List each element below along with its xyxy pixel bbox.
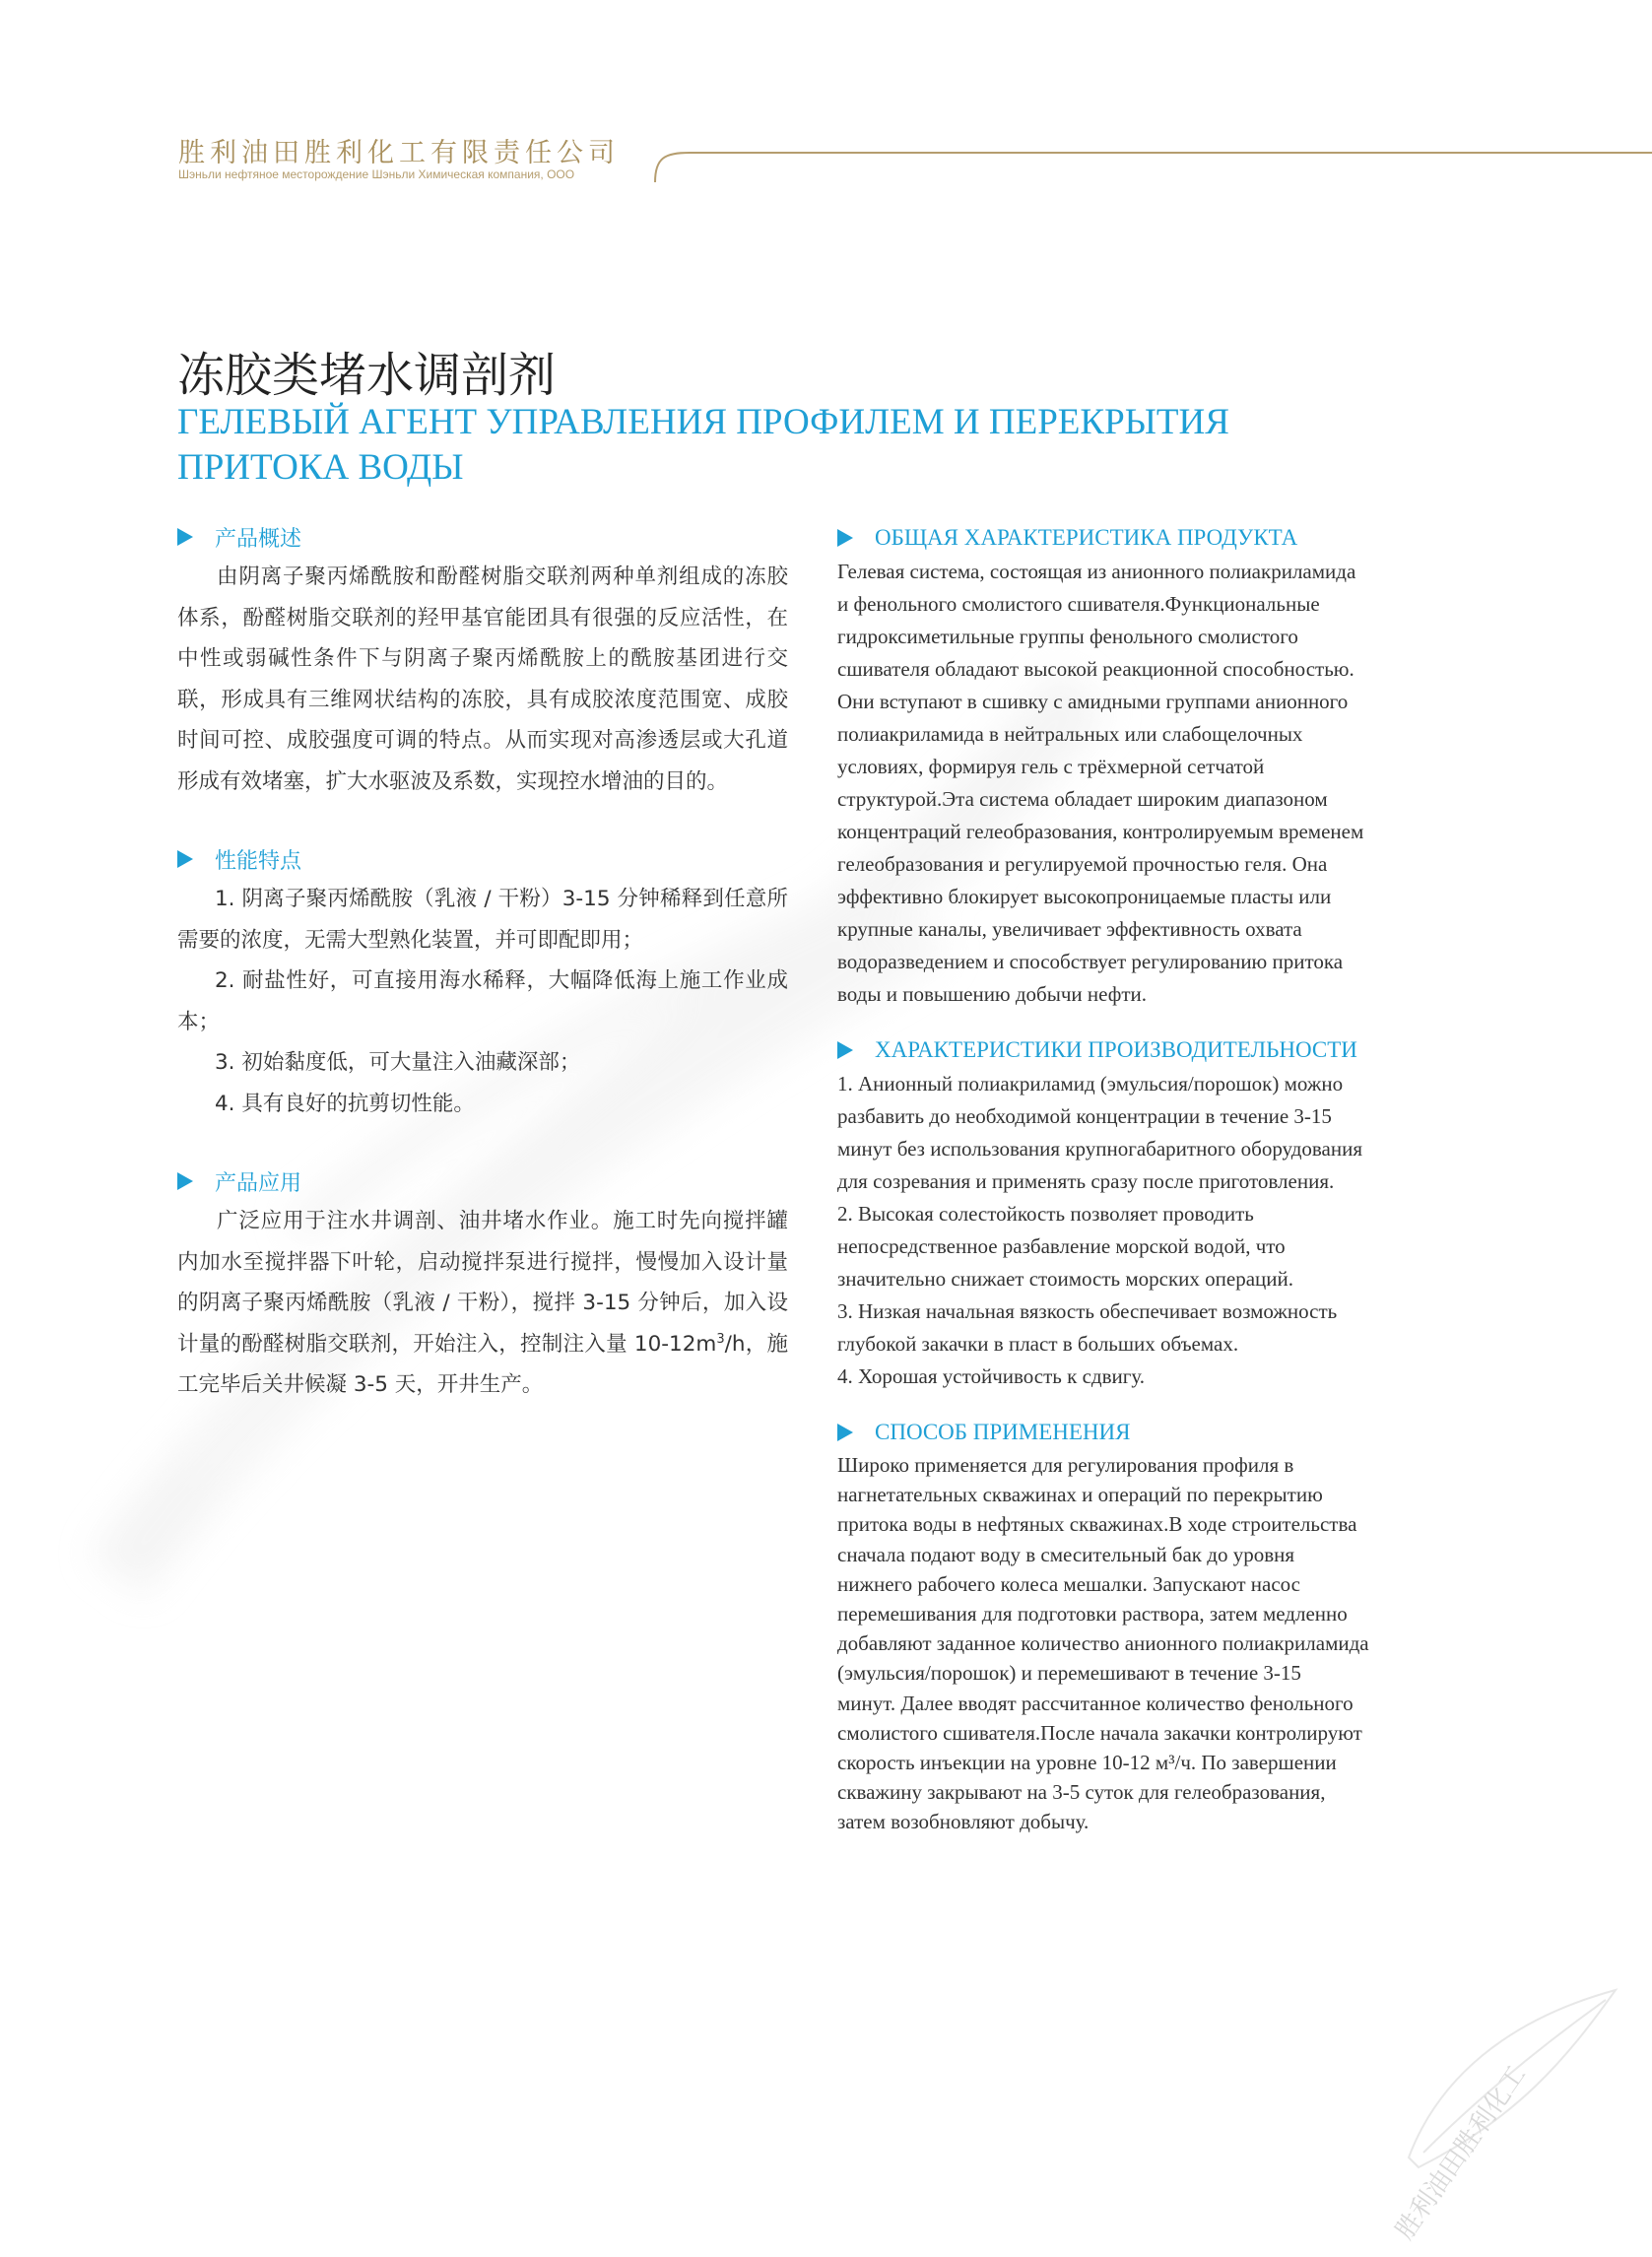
application-text-part1: 广泛应用于注水井调剖、油井堵水作业。施工时先向搅拌罐内加水至搅拌器下叶轮，启动搅拌泵进行搅拌，慢慢加入设计量的阴离子聚丙烯酰胺（乳液 / 干粉），搅拌 3-15 分钟后，加入设计量的酚醛树脂交联剂，开始注入，控制注入量 10-12m <box>177 1209 788 1357</box>
text-line: смолистого сшивателя.После начала закачки контролируют <box>837 1720 1362 1745</box>
section-heading-label: ХАРАКТЕРИСТИКИ ПРОИЗВОДИТЕЛЬНОСТИ <box>875 1037 1357 1062</box>
text-line: структурой.Эта система обладает широким диапазоном <box>837 787 1328 811</box>
section-heading-features-ru <box>837 1032 1468 1068</box>
text-line: нижнего рабочего колеса мешалки. Запускают насос <box>837 1571 1300 1596</box>
text-line: перемешивания для подготовки раствора, затем медленно <box>837 1602 1348 1626</box>
text-line: минут без использования крупногабаритного оборудования <box>837 1137 1363 1161</box>
text-line: скорость инъекции на уровне 10-12 м³/ч. По завершении <box>837 1751 1337 1775</box>
text-line: концентраций гелеобразования, контролируемым временем <box>837 820 1364 843</box>
features-text-ru <box>837 1068 1468 1393</box>
text-line: и фенольного смолистого сшивателя.Функциональные <box>837 592 1320 616</box>
text-line: глубокой закачки в пласт в больших объемах. <box>837 1332 1239 1356</box>
application-text-ru <box>837 1450 1468 1837</box>
application-text-part2: /h，施工完毕后关井候凝 3-5 天，开井生产。 <box>177 1331 788 1397</box>
text-line: 2. Высокая солестойкость позволяет проводить <box>837 1202 1254 1226</box>
text-line: нагнетательных скважинах и операций по перекрытию <box>837 1483 1323 1507</box>
text-line: затем возобновляют добычу. <box>837 1810 1090 1834</box>
page-title-cn: 冻胶类堵水调剖剂 <box>177 348 557 403</box>
page-title-ru-line1: ГЕЛЕВЫЙ АГЕНТ УПРАВЛЕНИЯ ПРОФИЛЕМ И ПЕРЕКРЫТИЯ <box>177 402 1229 442</box>
overview-text-cn: 由阴离子聚丙烯酰胺和酚醛树脂交联剂两种单剂组成的冻胶体系，酚醛树脂交联剂的羟甲基官能团具有很强的反应活性，在中性或弱碱性条件下与阴离子聚丙烯酰胺上的酰胺基团进行交联，形成具有三维网状结构的冻胶，具有成胶浓度范围宽、成胶时间可控、成胶强度可调的特点。从而实现对高渗透层或大孔道形成有效堵塞，扩大水驱波及系数，实现控水增油的目的。 <box>177 564 788 794</box>
text-line: для созревания и применять сразу после приготовления. <box>837 1169 1335 1193</box>
text-line: (эмульсия/порошок) и перемешивают в течение 3-15 <box>837 1661 1301 1686</box>
company-name-ru: Шэньли нефтяное месторождение Шэньли Химическая компания, ООО <box>178 167 575 181</box>
feature-item-cn: 2. 耐盐性好，可直接用海水稀释，大幅降低海上施工作业成本； <box>177 968 788 1034</box>
section-heading-label: 产品应用 <box>215 1170 302 1196</box>
feature-item-cn: 1. 阴离子聚丙烯酰胺（乳液 / 干粉）3-15 分钟稀释到任意所需要的浓度，无需大型熟化装置，并可即配即用； <box>177 887 788 953</box>
text-line: условиях, формируя гель с трёхмерной сетчатой <box>837 755 1265 778</box>
text-line: разбавить до необходимой концентрации в течение 3-15 <box>837 1104 1332 1128</box>
section-heading-features-cn <box>177 839 788 879</box>
page-title-ru-line2: ПРИТОКА ВОДЫ <box>177 447 464 488</box>
triangle-bullet-icon <box>837 1424 853 1441</box>
section-heading-application-ru <box>837 1415 1468 1450</box>
text-line: минут. Далее вводят рассчитанное количество фенольного <box>837 1691 1354 1715</box>
triangle-bullet-icon <box>837 529 853 547</box>
section-heading-label: 产品概述 <box>215 526 302 552</box>
text-line: Гелевая система, состоящая из анионного полиакриламида <box>837 560 1356 583</box>
text-line: непосредственное разбавление морской водой, что <box>837 1234 1286 1258</box>
section-heading-application-cn <box>177 1162 788 1201</box>
text-line: гидроксиметильные группы фенольного смолистого <box>837 625 1298 648</box>
text-line: сшивателя обладают высокой реакционной способностью. <box>837 657 1355 681</box>
text-line: 1. Анионный полиакриламид (эмульсия/порошок) можно <box>837 1072 1344 1095</box>
overview-text-ru <box>837 556 1468 1011</box>
text-line: крупные каналы, увеличивает эффективность охвата <box>837 917 1302 941</box>
chinese-column <box>177 517 788 1406</box>
feature-item-cn: 3. 初始黏度低，可大量注入油藏深部； <box>215 1050 581 1075</box>
section-heading-overview-cn <box>177 517 788 557</box>
application-text-cn <box>177 1201 788 1406</box>
company-watermark-logo <box>1379 1970 1625 2246</box>
triangle-bullet-icon <box>177 1172 193 1190</box>
watermark-text: 胜利油田胜利化工 <box>1390 2060 1533 2246</box>
text-line: полиакриламида в нейтральных или слабощелочных <box>837 722 1303 746</box>
header-divider-line <box>645 128 1652 187</box>
section-heading-overview-ru <box>837 520 1468 556</box>
superscript-three: 3 <box>716 1331 725 1347</box>
text-line: скважину закрывают на 3-5 суток для гелеобразования, <box>837 1780 1326 1805</box>
text-line: гелеобразования и регулируемой прочностью геля. Она <box>837 852 1328 876</box>
text-line: Они вступают в сшивку с амидными группами анионного <box>837 690 1349 713</box>
feature-item-cn: 4. 具有良好的抗剪切性能。 <box>215 1091 475 1116</box>
text-line: Широко применяется для регулирования профиля в <box>837 1453 1294 1477</box>
company-name-cn: 胜利油田胜利化工有限责任公司 <box>178 138 620 168</box>
text-line: водоразведением и способствует регулированию притока <box>837 950 1344 973</box>
text-line: воды и повышению добычи нефти. <box>837 982 1147 1006</box>
text-line: значительно снижает стоимость морских операций. <box>837 1267 1293 1291</box>
text-line: сначала подают воду в смесительный бак до уровня <box>837 1542 1295 1566</box>
text-line: 3. Низкая начальная вязкость обеспечивает возможность <box>837 1299 1338 1323</box>
text-line: добавляют заданное количество анионного полиакриламида <box>837 1631 1369 1656</box>
russian-column <box>837 520 1468 1837</box>
triangle-bullet-icon <box>177 850 193 868</box>
section-heading-label: СПОСОБ ПРИМЕНЕНИЯ <box>875 1420 1131 1444</box>
triangle-bullet-icon <box>177 528 193 546</box>
page-title-ru <box>177 400 1438 491</box>
text-line: притока воды в нефтяных скважинах.В ходе строительства <box>837 1512 1357 1537</box>
text-line: эффективно блокирует высокопроницаемые пласты или <box>837 885 1332 908</box>
section-heading-label: 性能特点 <box>215 848 302 874</box>
section-heading-label: ОБЩАЯ ХАРАКТЕРИСТИКА ПРОДУКТА <box>875 525 1298 550</box>
text-line: 4. Хорошая устойчивость к сдвигу. <box>837 1364 1145 1388</box>
triangle-bullet-icon <box>837 1041 853 1059</box>
